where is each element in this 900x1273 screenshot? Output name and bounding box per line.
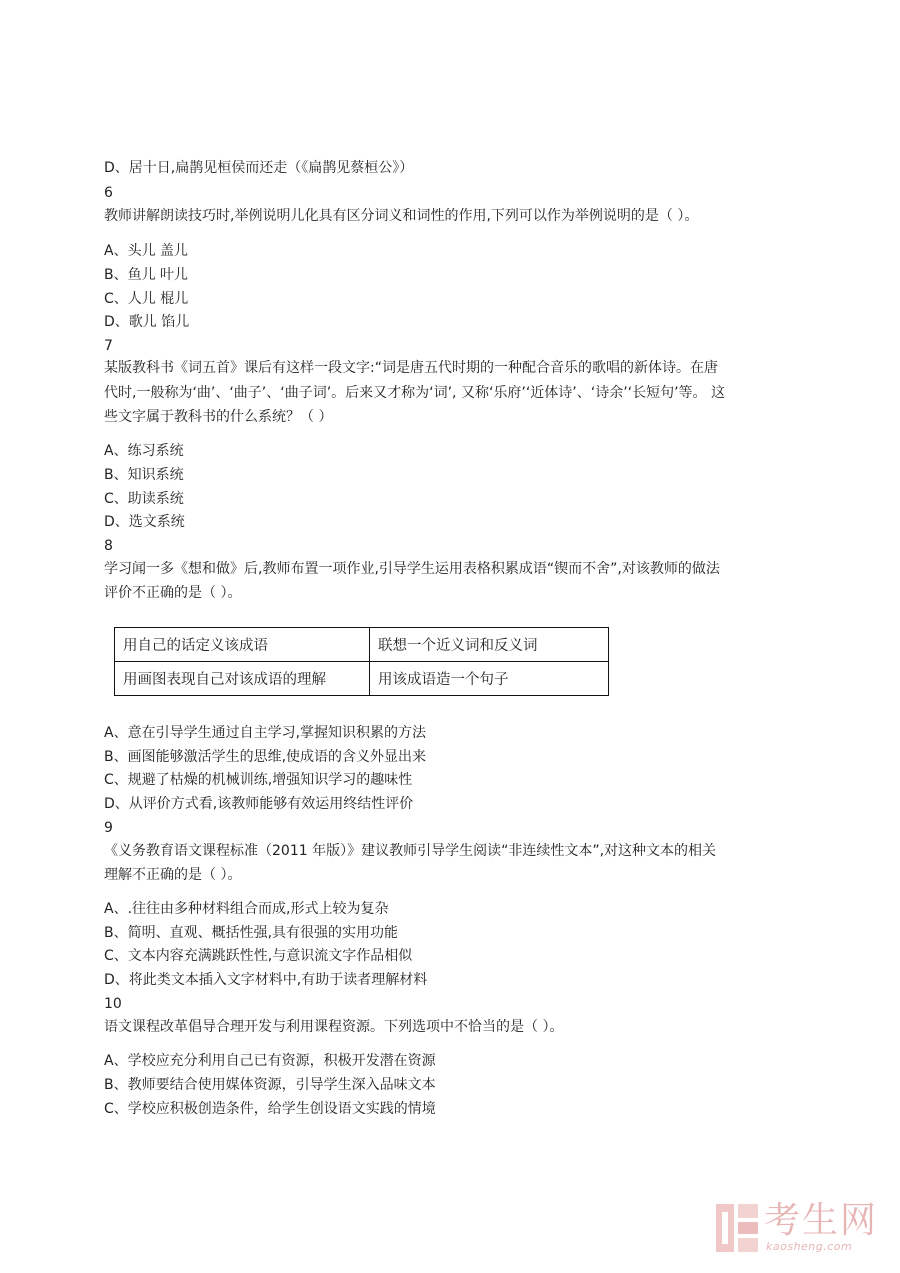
q7-option-d: D、选文系统 [104, 514, 185, 530]
q6-option-a: A、头儿 盖儿 [104, 243, 189, 259]
question-8-number: 8 [104, 538, 113, 554]
kaosheng-logo-icon [714, 1202, 760, 1254]
kaosheng-watermark-logo [714, 1200, 884, 1260]
question-6-stem: 教师讲解朗读技巧时,举例说明儿化具有区分词义和词性的作用,下列可以作为举例说明的是（ ）。 [104, 208, 699, 224]
q10-option-c: C、学校应积极创造条件，给学生创设语文实践的情境 [104, 1101, 436, 1117]
q8-option-b: B、画图能够激活学生的思维,使成语的含义外显出来 [104, 749, 427, 765]
q7-option-a: A、练习系统 [104, 443, 184, 459]
q9-option-a: A、.往往由多种材料组合而成,形式上较为复杂 [104, 901, 389, 917]
question-9-number: 9 [104, 820, 113, 836]
table-cell: 用该成语造一个句子 [370, 662, 609, 696]
table-row [115, 662, 609, 696]
question-9-stem-line-1: 《义务教育语文课程标准（2011 年版）》建议教师引导学生阅读“非连续性文本”,对这种文本的相关 [104, 843, 717, 859]
question-9-stem-line-2: 理解不正确的是（ ）。 [104, 867, 242, 883]
question-7-stem-line-1: 某版教科书《词五首》课后有这样一段文字:“词是唐五代时期的一种配合音乐的歌唱的新体诗。在唐 [104, 360, 718, 376]
q5-option-d: D、居十日,扁鹊见桓侯而还走（《扁鹊见蔡桓公》） [104, 160, 414, 176]
table-cell: 用画图表现自己对该成语的理解 [115, 662, 370, 696]
q10-option-b: B、教师要结合使用媒体资源，引导学生深入品味文本 [104, 1077, 436, 1093]
watermark-domain: kaosheng.com [766, 1240, 853, 1253]
question-10-number: 10 [104, 996, 122, 1012]
q7-option-c: C、助读系统 [104, 491, 184, 507]
question-7-stem-line-2: 代时,一般称为‘曲’、‘曲子’、‘曲子词’。后来又才称为‘词’, 又称‘乐府’‘近体诗’、‘诗余’‘长短句’等。 这 [104, 385, 726, 401]
question-7-stem-line-3: 些文字属于教科书的什么系统？（ ） [104, 409, 333, 425]
q6-option-b: B、鱼儿 叶儿 [104, 267, 189, 283]
table-row [115, 628, 609, 662]
table-cell: 用自己的话定义该成语 [115, 628, 370, 662]
question-8-stem-line-2: 评价不正确的是（ ）。 [104, 585, 242, 601]
idiom-task-table [114, 627, 609, 696]
question-7-number: 7 [104, 338, 113, 354]
q10-option-a: A、学校应充分利用自己已有资源，积极开发潜在资源 [104, 1053, 436, 1069]
question-10-stem: 语文课程改革倡导合理开发与利用课程资源。下列选项中不恰当的是（ ）。 [104, 1019, 564, 1035]
q8-option-c: C、规避了枯燥的机械训练,增强知识学习的趣味性 [104, 772, 413, 788]
q7-option-b: B、知识系统 [104, 467, 184, 483]
question-8-stem-line-1: 学习闻一多《想和做》后,教师布置一项作业,引导学生运用表格积累成语“锲而不舍”,对该教师的做法 [104, 561, 720, 577]
q6-option-d: D、歌儿 馅儿 [104, 314, 190, 330]
question-6-number: 6 [104, 185, 113, 201]
q9-option-c: C、文本内容充满跳跃性性,与意识流文字作品相似 [104, 948, 413, 964]
watermark-brand: 考生网 [764, 1200, 879, 1241]
table-cell: 联想一个近义词和反义词 [370, 628, 609, 662]
q9-option-b: B、简明、直观、概括性强,具有很强的实用功能 [104, 925, 399, 941]
q8-option-a: A、意在引导学生通过自主学习,掌握知识积累的方法 [104, 725, 427, 741]
q8-option-d: D、从评价方式看,该教师能够有效运用终结性评价 [104, 796, 414, 812]
q6-option-c: C、人儿 棍儿 [104, 291, 189, 307]
q9-option-d: D、将此类文本插入文字材料中,有助于读者理解材料 [104, 972, 428, 988]
